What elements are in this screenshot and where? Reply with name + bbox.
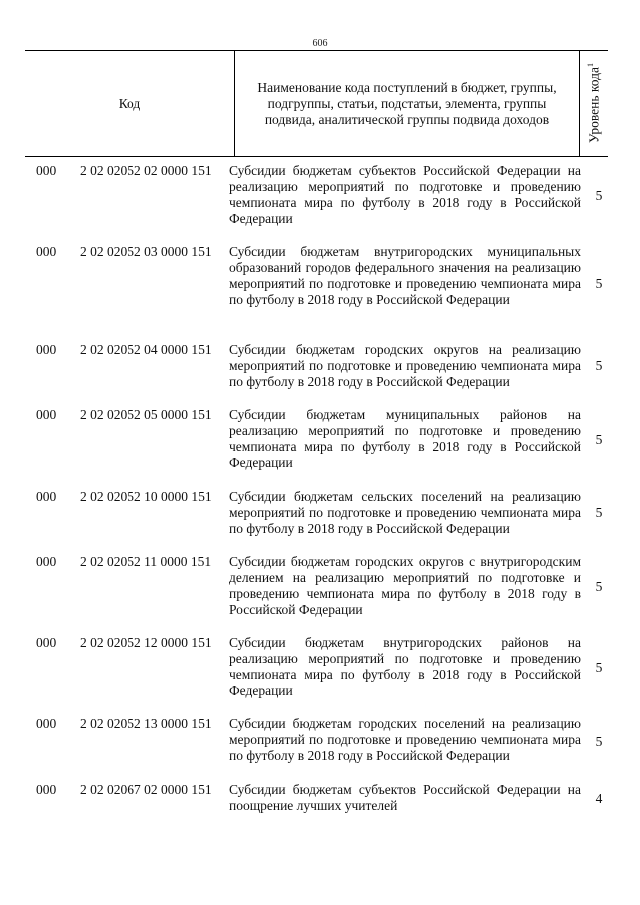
header-level-footnote: 1 (585, 62, 595, 67)
row-name: Субсидии бюджетам городских поселений на реализацию мероприятий по подготовке и проведению чемпионата мира по футболу в 2018 году в Российской Федерации (229, 716, 581, 763)
row-prefix: 000 (36, 716, 57, 731)
row-code: 2 02 02052 02 0000 151 (80, 163, 212, 178)
header-level-label-wrap (586, 63, 603, 143)
row-code: 2 02 02052 05 0000 151 (80, 407, 212, 422)
row-code: 2 02 02067 02 0000 151 (80, 782, 212, 797)
table-header (25, 50, 608, 157)
row-level: 5 (595, 505, 603, 520)
row-code: 2 02 02052 03 0000 151 (80, 244, 212, 259)
header-level-column (580, 51, 608, 156)
row-code: 2 02 02052 04 0000 151 (80, 342, 212, 357)
row-code: 2 02 02052 10 0000 151 (80, 489, 212, 504)
row-code: 2 02 02052 13 0000 151 (80, 716, 212, 731)
row-level: 5 (595, 188, 603, 203)
row-level: 5 (595, 660, 603, 675)
row-prefix: 000 (36, 489, 57, 504)
row-prefix: 000 (36, 244, 57, 259)
row-prefix: 000 (36, 635, 57, 650)
row-name: Субсидии бюджетам муниципальных районов на реализацию мероприятий по подготовке и проведению чемпионата мира по футболу в 2018 году в Российской Федерации (229, 407, 581, 470)
row-level: 5 (595, 579, 603, 594)
header-level-label: Уровень кода (586, 66, 602, 144)
row-name: Субсидии бюджетам внутригородских районов на реализацию мероприятий по подготовке и проведению чемпионата мира по футболу в 2018 году в Российской Федерации (229, 635, 581, 698)
row-prefix: 000 (36, 163, 57, 178)
page-number: 606 (312, 38, 328, 49)
row-code: 2 02 02052 12 0000 151 (80, 635, 212, 650)
row-name: Субсидии бюджетам субъектов Российской Федерации на реализацию мероприятий по подготовке и проведению чемпионата мира по футболу в 2018 году в Российской Федерации (229, 163, 581, 226)
row-level: 5 (595, 734, 603, 749)
row-level: 5 (595, 432, 603, 447)
row-level: 4 (595, 791, 603, 806)
header-code-column: Код (25, 51, 235, 156)
header-name-column: Наименование кода поступлений в бюджет, группы, подгруппы, статьи, подстатьи, элемента, группы подвида, аналитической группы подвида доходов (235, 51, 580, 156)
row-level: 5 (595, 276, 603, 291)
row-prefix: 000 (36, 407, 57, 422)
row-prefix: 000 (36, 554, 57, 569)
row-name: Субсидии бюджетам городских округов с внутригородским делением на реализацию мероприятий по подготовке и проведению чемпионата мира по футболу в 2018 году в Российской Федерации (229, 554, 581, 617)
row-prefix: 000 (36, 782, 57, 797)
row-name: Субсидии бюджетам субъектов Российской Федерации на поощрение лучших учителей (229, 782, 581, 813)
row-name: Субсидии бюджетам городских округов на реализацию мероприятий по подготовке и проведению чемпионата мира по футболу в 2018 году в Российской Федерации (229, 342, 581, 389)
row-code: 2 02 02052 11 0000 151 (80, 554, 212, 569)
row-level: 5 (595, 358, 603, 373)
row-name: Субсидии бюджетам сельских поселений на реализацию мероприятий по подготовке и проведению чемпионата мира по футболу в 2018 году в Российской Федерации (229, 489, 581, 536)
row-prefix: 000 (36, 342, 57, 357)
row-name: Субсидии бюджетам внутригородских муниципальных образований городов федерального значения на реализацию мероприятий по подготовке и проведению чемпионата мира по футболу в 2018 году в Российской Федерации (229, 244, 581, 307)
